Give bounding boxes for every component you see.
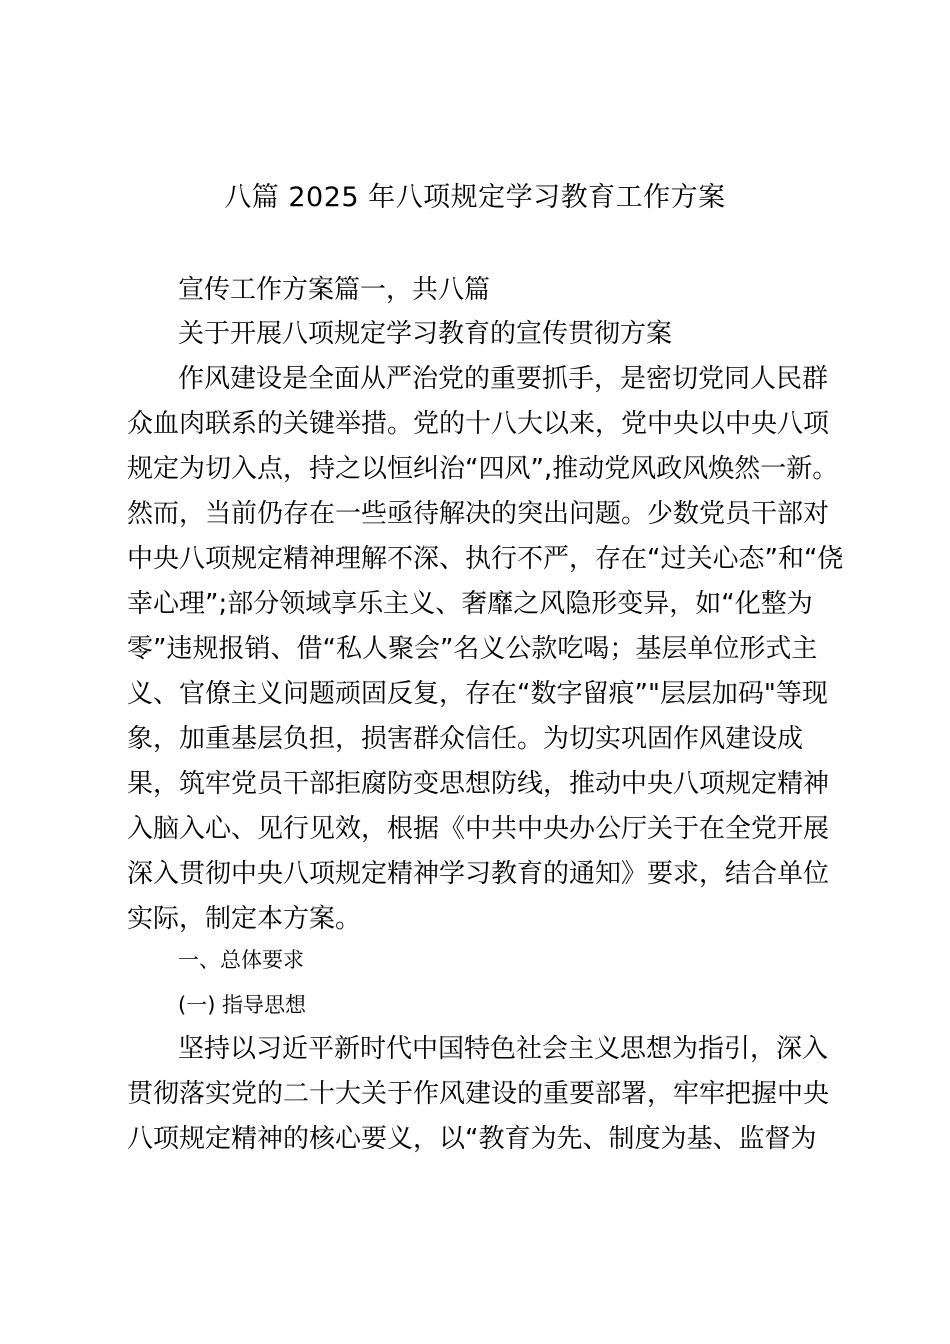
intro-line: 象，加重基层负担，损害群众信任。为切实巩固作风建设成 — [127, 724, 804, 754]
intro-line: 然而，当前仍存在一些亟待解决的突出问题。少数党员干部对 — [127, 499, 830, 529]
intro-line: 义、官僚主义问题顽固反复，存在“数字留痕”"层层加码"等现 — [127, 679, 828, 709]
intro-line: 入脑入心、见行见效，根据《中共中央办公厅关于在全党开展 — [127, 814, 830, 844]
guiding-line: 八项规定精神的核心要义，以“教育为先、制度为基、监督为 — [127, 1124, 817, 1154]
section-heading-general-requirements: 一、总体要求 — [178, 948, 304, 972]
intro-line: 规定为切入点，持之以恒纠治“四风”,推动党风政风焕然一新。 — [127, 454, 839, 484]
subtitle-series: 宣传工作方案篇一，共八篇 — [178, 275, 491, 305]
guiding-line: 坚持以习近平新时代中国特色社会主义思想为指引，深入 — [178, 1034, 829, 1064]
guiding-line: 贯彻落实党的二十大关于作风建设的重要部署，牢牢把握中央 — [127, 1079, 830, 1109]
subtitle-plan-name: 关于开展八项规定学习教育的宣传贯彻方案 — [178, 319, 673, 349]
intro-line: 深入贯彻中央八项规定精神学习教育的通知》要求，结合单位 — [127, 859, 830, 889]
intro-line: 幸心理”;部分领域享乐主义、奢靡之风隐形变异，如“化整为 — [127, 589, 813, 619]
subsection-heading-guiding-ideology: (一) 指导思想 — [178, 993, 307, 1017]
intro-line: 果，筑牢党员干部拒腐防变思想防线，推动中央八项规定精神 — [127, 769, 830, 799]
intro-paragraph — [127, 357, 844, 942]
intro-line: 实际，制定本方案。 — [127, 904, 362, 934]
intro-line: 众血肉联系的关键举措。党的十八大以来，党中央以中央八项 — [127, 409, 830, 439]
intro-line: 中央八项规定精神理解不深、执行不严，存在“过关心态”和“侥 — [127, 544, 844, 574]
guiding-ideology-paragraph — [127, 1027, 830, 1162]
intro-line: 零”违规报销、借“私人聚会”名义公款吃喝；基层单位形式主 — [127, 634, 818, 664]
document-title: 八篇 2025 年八项规定学习教育工作方案 — [224, 182, 726, 213]
intro-line: 作风建设是全面从严治党的重要抓手，是密切党同人民群 — [178, 364, 829, 394]
